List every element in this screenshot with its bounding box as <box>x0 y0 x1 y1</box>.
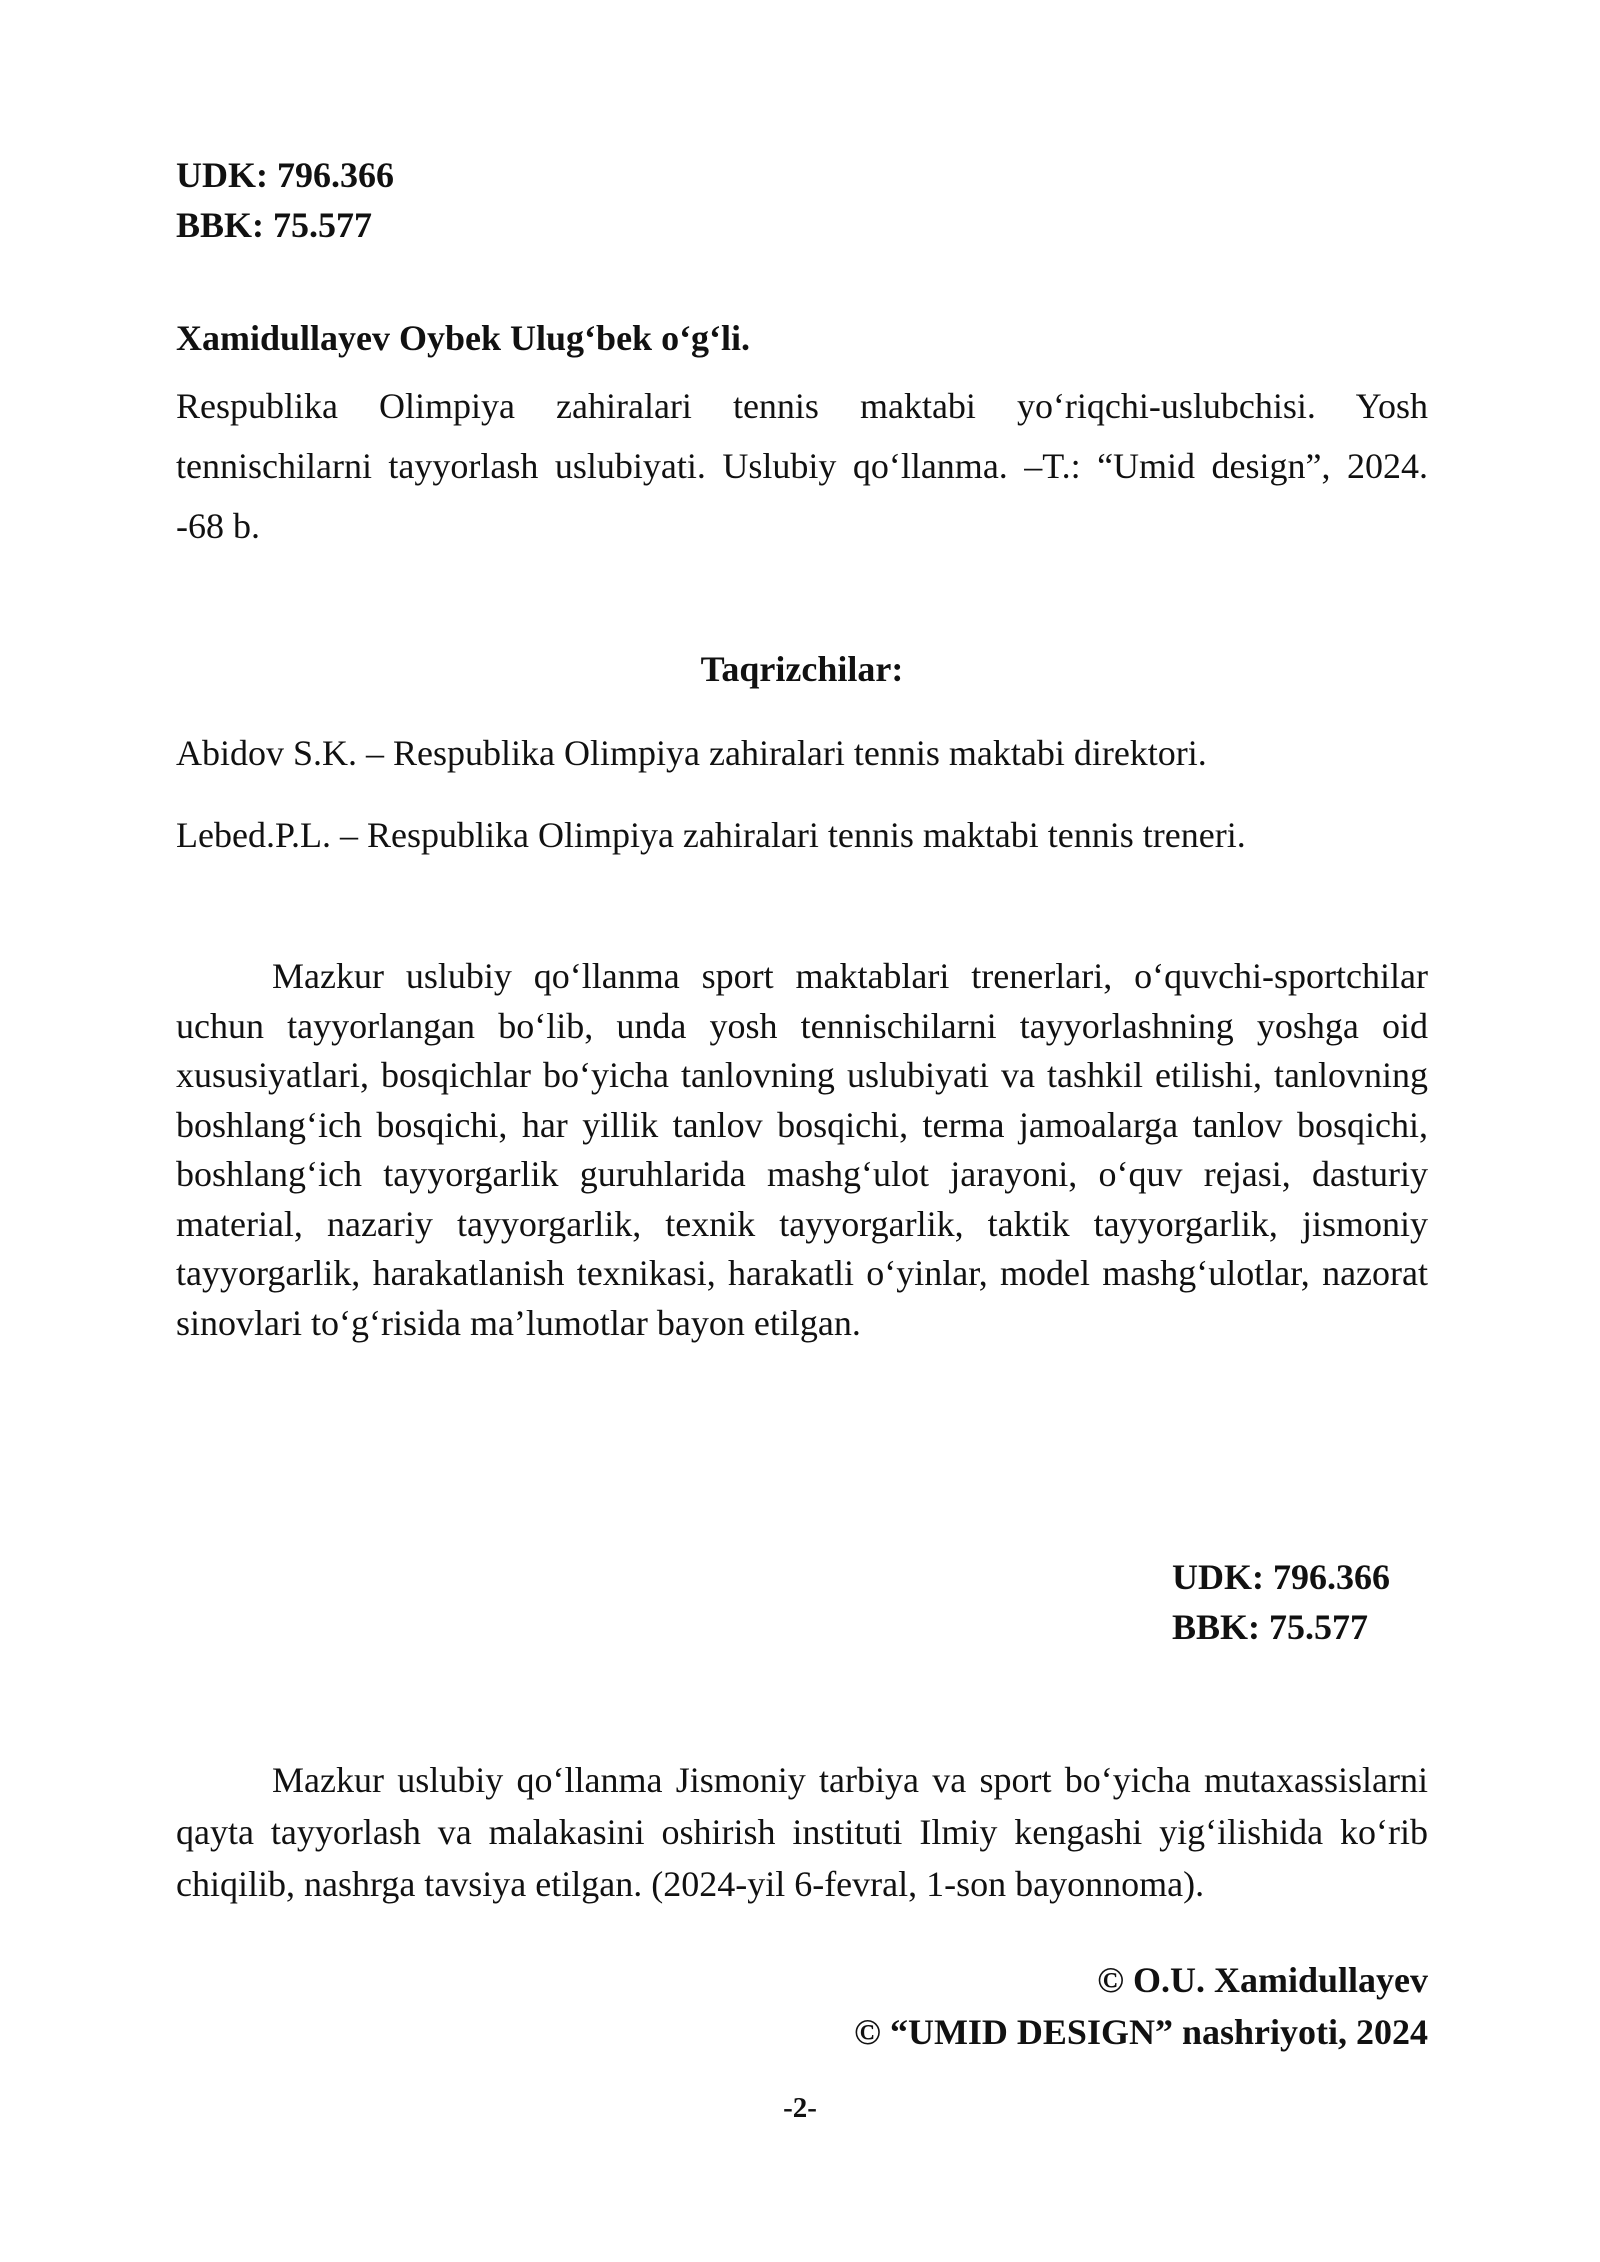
reviewers-heading: Taqrizchilar: <box>700 649 904 689</box>
classification-codes-bottom <box>1172 1552 1472 1652</box>
page-number: -2- <box>783 2092 817 2124</box>
bbk-code: BBK: 75.577 <box>1172 1607 1369 1647</box>
reviewer-entry: Abidov S.K. – Respublika Olimpiya zahiralari tennis maktabi direktori. <box>176 733 1207 773</box>
reviewer-entry: Lebed.P.L. – Respublika Olimpiya zahiralari tennis maktabi tennis treneri. <box>176 815 1246 855</box>
bibliographic-description <box>176 376 1428 556</box>
bbk-code: BBK: 75.577 <box>176 205 373 245</box>
approval-paragraph: Mazkur uslubiy qo‘llanma Jismoniy tarbiya va sport bo‘yicha mutaxassislarni qayta tayyorlash va malakasini oshirish instituti Ilmiy kengashi yig‘ilishida ko‘rib chiqilib, nashrga tavsiya etilgan. (2024-yil 6-fevral, 1-son bayonnoma). <box>176 1760 1428 1904</box>
bibliographic-line: tennischilarni tayyorlash uslubiyati. Uslubiy qo‘llanma. –T.: “Umid design”, 2024. <box>176 446 1428 486</box>
classification-codes-top <box>176 150 1428 250</box>
copyright-author: © O.U. Xamidullayev <box>1097 1960 1428 2000</box>
abstract-paragraph: Mazkur uslubiy qo‘llanma sport maktablari trenerlari, o‘quvchi-sportchilar uchun tayyorlangan bo‘lib, unda yosh tennischilarni tayyorlashning yoshga oid xususiyatlari, bosqichlar bo‘yicha tanlovning uslubiyati va tashkil etilishi, tanlovning boshlang‘ich bosqichi, har yillik tanlov bosqichi, terma jamoalarga tanlov bosqichi, boshlang‘ich tayyorgarlik guruhlarida mashg‘ulot jarayoni, o‘quv rejasi, dasturiy material, nazariy tayyorgarlik, texnik tayyorgarlik, taktik tayyorgarlik, jismoniy tayyorgarlik, harakatlanish texnikasi, harakatli o‘yinlar, model mashg‘ulotlar, nazorat sinovlari to‘g‘risida ma’lumotlar bayon etilgan. <box>176 956 1428 1343</box>
bibliographic-line: Respublika Olimpiya zahiralari tennis maktabi yo‘riqchi-uslubchisi. Yosh <box>176 386 1428 426</box>
copyright-publisher: © “UMID DESIGN” nashriyoti, 2024 <box>854 2012 1428 2052</box>
author-name: Xamidullayev Oybek Ulug‘bek o‘g‘li. <box>176 318 751 358</box>
bibliographic-line: -68 b. <box>176 506 260 546</box>
copyright-block <box>176 1954 1428 2058</box>
udk-code: UDK: 796.366 <box>1172 1557 1390 1597</box>
udk-code: UDK: 796.366 <box>176 155 394 195</box>
